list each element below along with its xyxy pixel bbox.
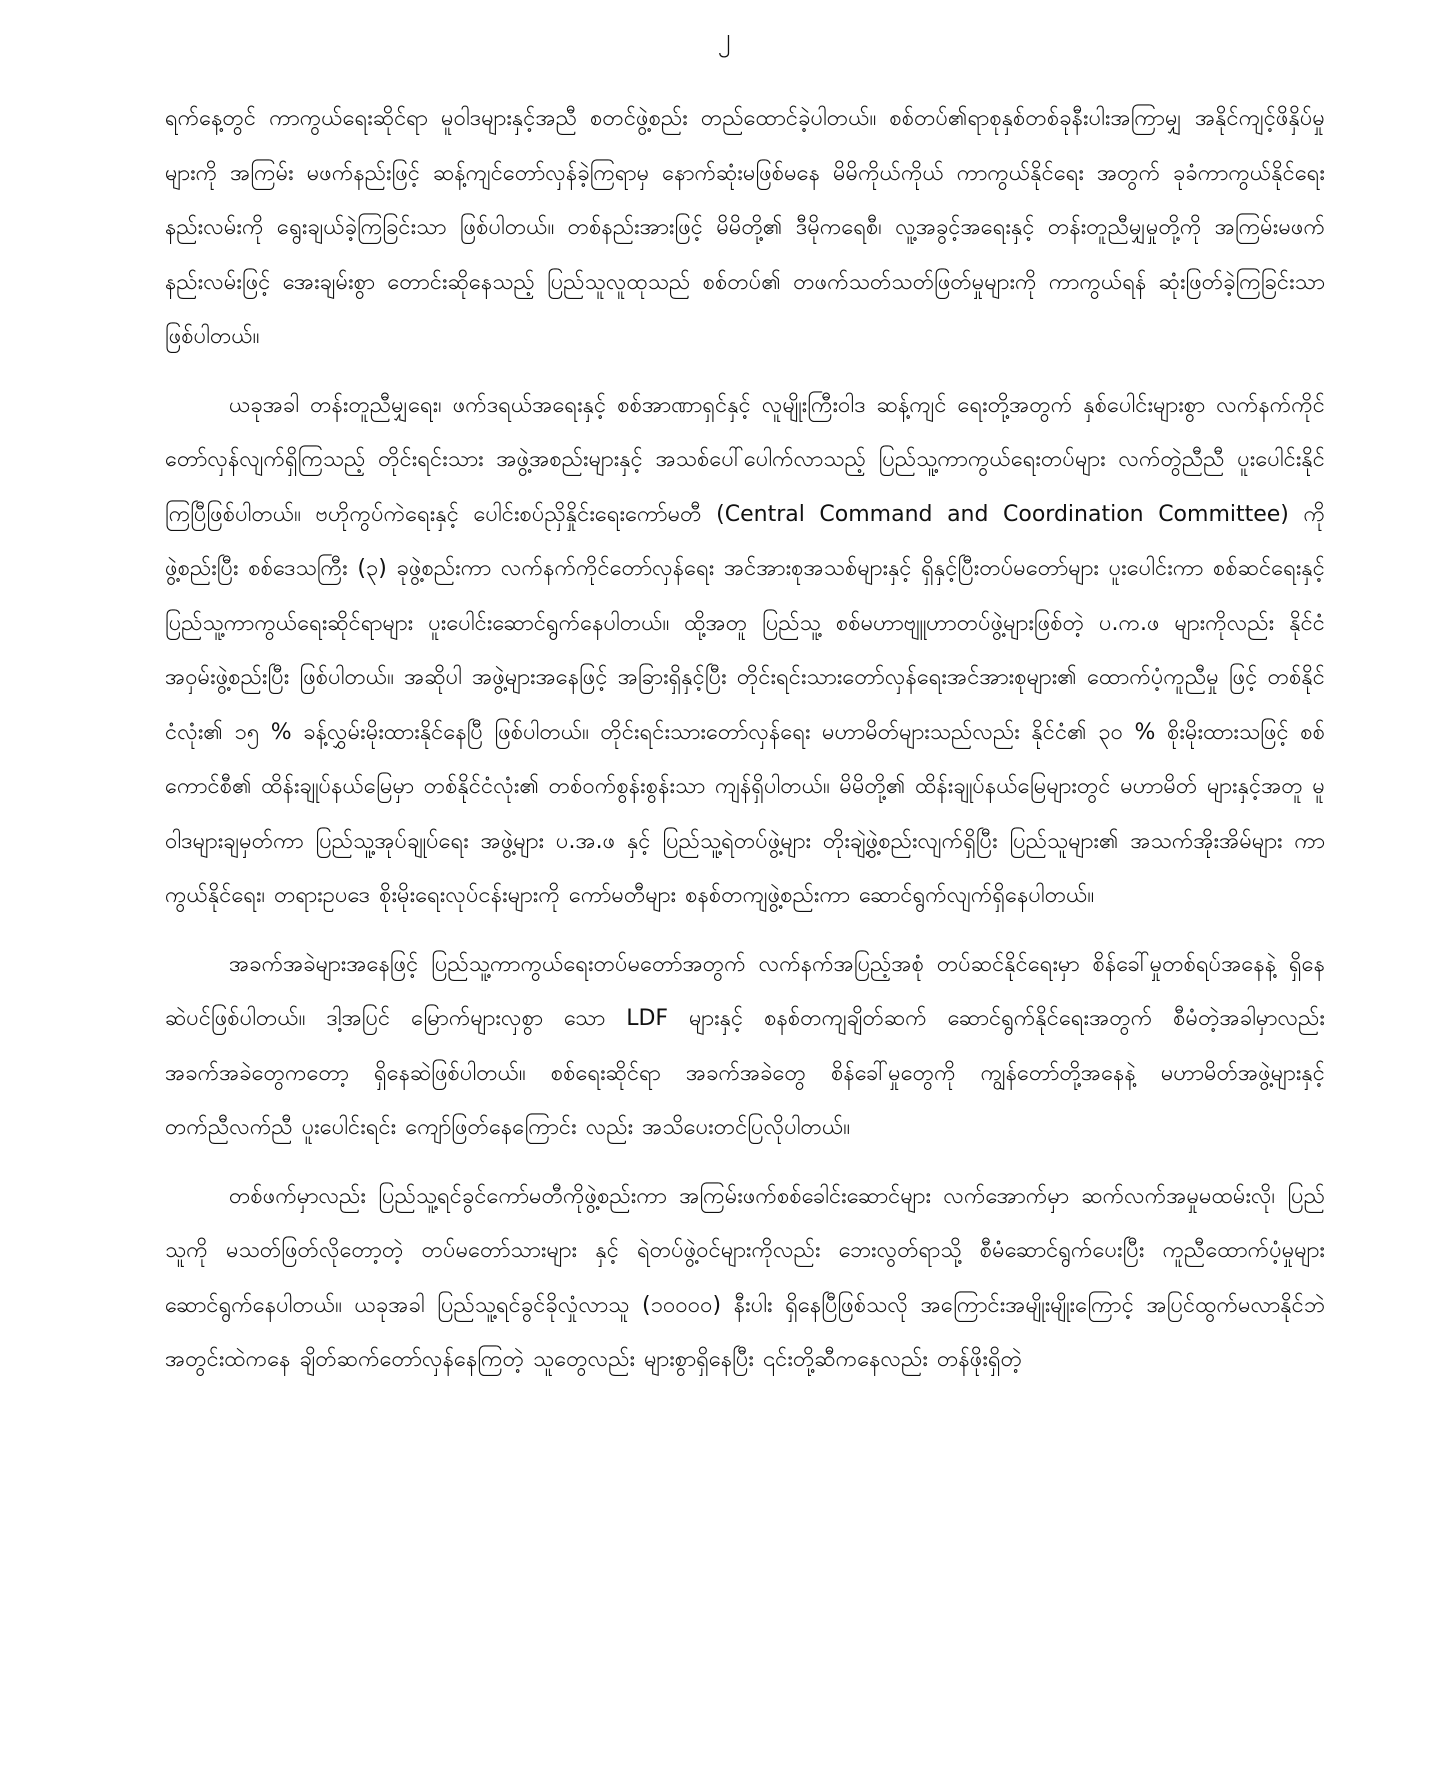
paragraph-3: အခက်အခဲများအနေဖြင့် ပြည်သူ့ကာကွယ်ရေးတပ်မတော်အတွက် လက်နက်အပြည့်အစုံ တပ်ဆင်နိုင်ရေးမှာ စိန်ခေါ်မှုတစ်ရပ်အနေနဲ့ ရှိနေဆဲပင်ဖြစ်ပါတယ်။ ဒါ့အပြင် မြောက်များလှစွာ သော LDF များနှင့် စနစ်တကျချိတ်ဆက် ဆောင်ရွက်နိုင်ရေးအတွက် စီမံတဲ့အခါမှာလည်း အခက်အခဲတွေကတော့ ရှိနေဆဲဖြစ်ပါတယ်။ စစ်ရေးဆိုင်ရာ အခက်အခဲတွေ စိန်ခေါ်မှုတွေကို ကျွန်တော်တို့အနေနဲ့ မဟာမိတ်အဖွဲ့များနှင့် တက်ညီလက်ညီ ပူးပေါင်းရင်း ကျော်ဖြတ်နေကြောင်း လည်း အသိပေးတင်ပြလိုပါတယ်။ bbox=[165, 951, 1325, 1140]
body-text bbox=[165, 92, 1325, 1402]
paragraph-4: တစ်ဖက်မှာလည်း ပြည်သူ့ရင်ခွင်ကော်မတီကိုဖွဲ့စည်းကာ အကြမ်းဖက်စစ်ခေါင်းဆောင်များ လက်အောက်မှာ ဆက်လက်အမှုမထမ်းလို၊ ပြည်သူကို မသတ်ဖြတ်လိုတော့တဲ့ တပ်မတော်သားများ နှင့် ရဲတပ်ဖွဲ့ဝင်များကိုလည်း ဘေးလွတ်ရာသို့ စီမံဆောင်ရွက်ပေးပြီး ကူညီထောက်ပံ့မှုများ ဆောင်ရွက်နေပါတယ်။ ယခုအခါ ပြည်သူ့ရင်ခွင်ခိုလှုံလာသူ (၁၀၀၀၀) နီးပါး ရှိနေပြီဖြစ်သလို အကြောင်းအမျိုးမျိုးကြောင့် အပြင်ထွက်မလာနိုင်ဘဲ အတွင်းထဲကနေ ချိတ်ဆက်တော်လှန်နေကြတဲ့ သူတွေလည်း များစွာရှိနေပြီး ၎င်းတို့ဆီကနေလည်း တန်ဖိုးရှိတဲ့ bbox=[165, 1183, 1325, 1372]
page-number: ၂ bbox=[717, 23, 731, 53]
paragraph-2: ယခုအခါ တန်းတူညီမျှရေး၊ ဖက်ဒရယ်အရေးနှင့် စစ်အာဏာရှင်နှင့် လူမျိုးကြီးဝါဒ ဆန့်ကျင် ရေးတို့အတွက် နှစ်ပေါင်းများစွာ လက်နက်ကိုင် တော်လှန်လျက်ရှိကြသည့် တိုင်းရင်းသား အဖွဲ့အစည်းများနှင့် အသစ်ပေါ်ပေါက်လာသည့် ပြည်သူ့ကာကွယ်ရေးတပ်များ လက်တွဲညီညီ ပူးပေါင်းနိုင်ကြပြီဖြစ်ပါတယ်။ ဗဟိုကွပ်ကဲရေးနှင့် ပေါင်းစပ်ညှိနှိုင်းရေးကော်မတီ (Central Command and Coordination Committee) ကို ဖွဲ့စည်းပြီး စစ်ဒေသကြီး (၃) ခုဖွဲ့စည်းကာ လက်နက်ကိုင်တော်လှန်ရေး အင်အားစုအသစ်များနှင့် ရှိနှင့်ပြီးတပ်မတော်များ ပူးပေါင်းကာ စစ်ဆင်ရေးနှင့် ပြည်သူ့ကာကွယ်ရေးဆိုင်ရာများ ပူးပေါင်းဆောင်ရွက်နေပါတယ်။ ထို့အတူ ပြည်သူ့ စစ်မဟာဗျူဟာတပ်ဖွဲ့များဖြစ်တဲ့ ပ.က.ဖ များကိုလည်း နိုင်ငံအဝှမ်းဖွဲ့စည်းပြီး ဖြစ်ပါတယ်။ အဆိုပါ အဖွဲ့များအနေဖြင့် အခြားရှိနှင့်ပြီး တိုင်းရင်းသားတော်လှန်ရေးအင်အားစုများ၏ ထောက်ပံ့ကူညီမှု ဖြင့် တစ်နိုင်ငံလုံး၏ ၁၅ % ခန့်လွှမ်းမိုးထားနိုင်နေပြီ ဖြစ်ပါတယ်။ တိုင်းရင်းသားတော်လှန်ရေး မဟာမိတ်များသည်လည်း နိုင်ငံ၏ ၃၀ % စိုးမိုးထားသဖြင့် စစ်ကောင်စီ၏ ထိန်းချုပ်နယ်မြေမှာ တစ်နိုင်ငံလုံး၏ တစ်ဝက်စွန်းစွန်းသာ ကျန်ရှိပါတယ်။ မိမိတို့၏ ထိန်းချုပ်နယ်မြေများတွင် မဟာမိတ် များနှင့်အတူ မူဝါဒများချမှတ်ကာ ပြည်သူ့အုပ်ချုပ်ရေး အဖွဲ့များ ပ.အ.ဖ နှင့် ပြည်သူ့ရဲတပ်ဖွဲ့များ တိုးချဲ့ဖွဲ့စည်းလျက်ရှိပြီး ပြည်သူများ၏ အသက်အိုးအိမ်များ ကာကွယ်နိုင်ရေး၊ တရားဥပဒေ စိုးမိုးရေးလုပ်ငန်းများကို ကော်မတီများ စနစ်တကျဖွဲ့စည်းကာ ဆောင်ရွက်လျက်ရှိနေပါတယ်။ bbox=[165, 392, 1325, 908]
paragraph-1: ရက်နေ့တွင် ကာကွယ်ရေးဆိုင်ရာ မူဝါဒများနှင့်အညီ စတင်ဖွဲ့စည်း တည်ထောင်ခဲ့ပါတယ်။ စစ်တပ်၏ရာစုနှစ်တစ်ခုနီးပါးအကြာမျှ အနိုင်ကျင့်ဖိနှိပ်မှုများကို အကြမ်း မဖက်နည်းဖြင့် ဆန့်ကျင်တော်လှန်ခဲ့ကြရာမှ နောက်ဆုံးမဖြစ်မနေ မိမိကိုယ်ကိုယ် ကာကွယ်နိုင်ရေး အတွက် ခုခံကာကွယ်နိုင်ရေးနည်းလမ်းကို ရွေးချယ်ခဲ့ကြခြင်းသာ ဖြစ်ပါတယ်။ တစ်နည်းအားဖြင့် မိမိတို့၏ ဒီမိုကရေစီ၊ လူ့အခွင့်အရေးနှင့် တန်းတူညီမျှမှုတို့ကို အကြမ်းမဖက် နည်းလမ်းဖြင့် အေးချမ်းစွာ တောင်းဆိုနေသည့် ပြည်သူလူထုသည် စစ်တပ်၏ တဖက်သတ်သတ်ဖြတ်မှုများကို ကာကွယ်ရန် ဆုံးဖြတ်ခဲ့ကြခြင်းသာဖြစ်ပါတယ်။ bbox=[165, 106, 1325, 349]
